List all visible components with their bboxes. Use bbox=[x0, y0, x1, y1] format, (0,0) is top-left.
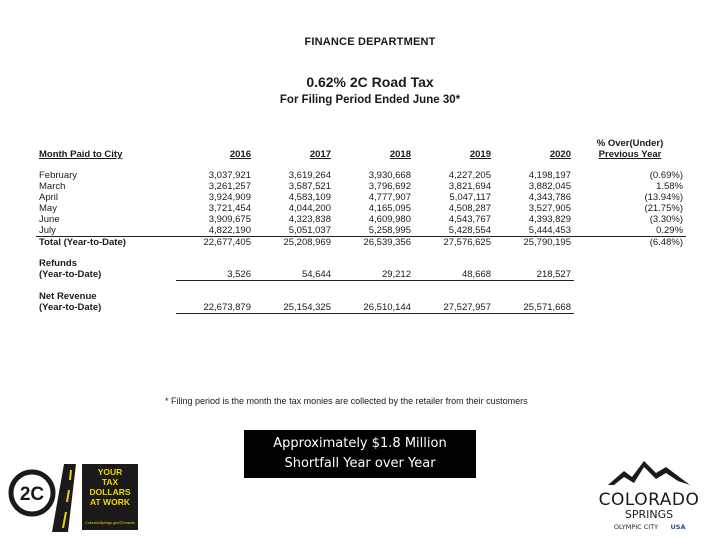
table-row bbox=[36, 203, 686, 214]
refunds-label-row bbox=[36, 258, 686, 269]
shortfall-callout bbox=[244, 430, 476, 478]
table-row bbox=[36, 181, 686, 192]
usa-tagline: USA bbox=[670, 523, 686, 531]
year-header-2019: 2019 bbox=[469, 149, 491, 160]
cell-value: 3,882,045 bbox=[528, 181, 571, 192]
cell-value: 4,044,200 bbox=[288, 203, 331, 214]
cell-value: 4,543,767 bbox=[448, 214, 491, 225]
table-row bbox=[36, 214, 686, 225]
cell-value: 4,777,907 bbox=[368, 192, 411, 203]
callout-line1: Approximately $1.8 Million bbox=[273, 436, 447, 451]
net-revenue-sublabel: (Year-to-Date) bbox=[39, 302, 102, 314]
month-label: July bbox=[39, 225, 56, 236]
callout-line2: Shortfall Year over Year bbox=[284, 456, 436, 471]
refund-value: 218,527 bbox=[494, 269, 574, 281]
cell-value: 4,822,190 bbox=[208, 225, 251, 236]
2c-badge-text: 2C bbox=[19, 484, 45, 505]
cell-value: 3,909,675 bbox=[208, 214, 251, 225]
colorado-springs-logo bbox=[586, 455, 712, 535]
cell-value: 3,037,921 bbox=[208, 170, 251, 181]
pct-change-value: (13.94%) bbox=[644, 192, 683, 203]
cell-value: 4,165,095 bbox=[368, 203, 411, 214]
net-revenue-value: 26,510,144 bbox=[334, 302, 414, 314]
year-header-2017: 2017 bbox=[309, 149, 331, 160]
cell-value: 4,198,197 bbox=[528, 170, 571, 181]
cell-value: 3,721,454 bbox=[208, 203, 251, 214]
total-label: Total (Year-to-Date) bbox=[36, 237, 176, 249]
year-header-2016: 2016 bbox=[229, 149, 251, 160]
header-row bbox=[36, 138, 686, 160]
pct-change-header bbox=[574, 138, 686, 160]
table-row bbox=[36, 170, 686, 181]
cell-value: 3,924,909 bbox=[208, 192, 251, 203]
total-value: 27,576,625 bbox=[414, 237, 494, 249]
logo-tagline: ColoradoSprings.gov/2Cresults bbox=[85, 521, 135, 525]
month-label: April bbox=[39, 192, 59, 203]
refunds-row bbox=[36, 269, 686, 281]
city-name-springs: SPRINGS bbox=[624, 508, 674, 521]
report-title: 0.62% 2C Road Tax bbox=[306, 74, 434, 90]
cell-value: 4,227,205 bbox=[448, 170, 491, 181]
cell-value: 3,261,257 bbox=[208, 181, 251, 192]
net-revenue-value: 25,154,325 bbox=[254, 302, 334, 314]
refunds-label: Refunds bbox=[39, 258, 77, 269]
road-tax-table bbox=[36, 138, 686, 314]
cell-value: 4,508,287 bbox=[448, 203, 491, 214]
cell-value: 5,051,037 bbox=[288, 225, 331, 236]
department-heading: FINANCE DEPARTMENT bbox=[304, 36, 436, 48]
net-revenue-value: 25,571,668 bbox=[494, 302, 574, 314]
report-subtitle: For Filing Period Ended June 30* bbox=[279, 94, 461, 106]
pct-change-value: 1.58% bbox=[656, 181, 683, 192]
pct-change-value: 0.29% bbox=[656, 225, 683, 236]
logo-line-tax: TAX bbox=[101, 477, 119, 487]
2c-tax-dollars-logo bbox=[8, 462, 140, 532]
cell-value: 4,393,829 bbox=[528, 214, 571, 225]
pct-change-value: (21.75%) bbox=[644, 203, 683, 214]
cell-value: 3,796,692 bbox=[368, 181, 411, 192]
pct-header-line2: Previous Year bbox=[598, 149, 662, 160]
mountain-icon bbox=[608, 461, 690, 485]
month-label: June bbox=[39, 214, 60, 225]
logo-line-your: YOUR bbox=[97, 467, 123, 477]
refunds-sublabel: (Year-to-Date) bbox=[39, 269, 102, 281]
filing-period-footnote: * Filing period is the month the tax monies are collected by the retailer from their customers bbox=[165, 396, 528, 406]
cell-value: 4,323,838 bbox=[288, 214, 331, 225]
refund-value: 29,212 bbox=[334, 269, 414, 281]
cell-value: 4,343,786 bbox=[528, 192, 571, 203]
total-value: 22,677,405 bbox=[176, 237, 254, 249]
logo-line-at-work: AT WORK bbox=[90, 497, 130, 507]
net-revenue-value: 27,527,957 bbox=[414, 302, 494, 314]
year-header-2018: 2018 bbox=[389, 149, 411, 160]
total-pct-change: (6.48%) bbox=[574, 237, 686, 249]
cell-value: 5,428,554 bbox=[448, 225, 491, 236]
logo-line-dollars: DOLLARS bbox=[89, 487, 131, 497]
cell-value: 3,930,668 bbox=[368, 170, 411, 181]
month-column-header: Month Paid to City bbox=[39, 149, 123, 160]
table-row bbox=[36, 192, 686, 203]
pct-change-value: (3.30%) bbox=[649, 214, 683, 225]
month-label: March bbox=[39, 181, 66, 192]
year-header-2020: 2020 bbox=[549, 149, 571, 160]
net-revenue-label-row bbox=[36, 291, 686, 302]
net-revenue-value: 22,673,879 bbox=[176, 302, 254, 314]
city-name-colorado: COLORADO bbox=[598, 490, 700, 510]
net-revenue-row bbox=[36, 302, 686, 314]
cell-value: 4,583,109 bbox=[288, 192, 331, 203]
total-value: 25,790,195 bbox=[494, 237, 574, 249]
cell-value: 3,587,521 bbox=[288, 181, 331, 192]
total-value: 26,539,356 bbox=[334, 237, 414, 249]
month-label: February bbox=[39, 170, 78, 181]
pct-header-line1: % Over(Under) bbox=[596, 138, 664, 149]
pct-change-value: (0.69%) bbox=[649, 170, 683, 181]
olympic-city-tagline: OLYMPIC CITY bbox=[613, 523, 659, 531]
cell-value: 3,821,694 bbox=[448, 181, 491, 192]
table-row bbox=[36, 225, 686, 237]
cell-value: 3,619,264 bbox=[288, 170, 331, 181]
month-label: May bbox=[39, 203, 57, 214]
refund-value: 48,668 bbox=[414, 269, 494, 281]
cell-value: 5,444,453 bbox=[528, 225, 571, 236]
cell-value: 5,258,995 bbox=[368, 225, 411, 236]
cell-value: 4,609,980 bbox=[368, 214, 411, 225]
refund-value: 3,526 bbox=[176, 269, 254, 281]
net-revenue-label: Net Revenue bbox=[39, 291, 97, 302]
cell-value: 3,527,905 bbox=[528, 203, 571, 214]
total-value: 25,208,969 bbox=[254, 237, 334, 249]
refund-value: 54,644 bbox=[254, 269, 334, 281]
cell-value: 5,047,117 bbox=[449, 192, 491, 203]
total-row bbox=[36, 237, 686, 249]
